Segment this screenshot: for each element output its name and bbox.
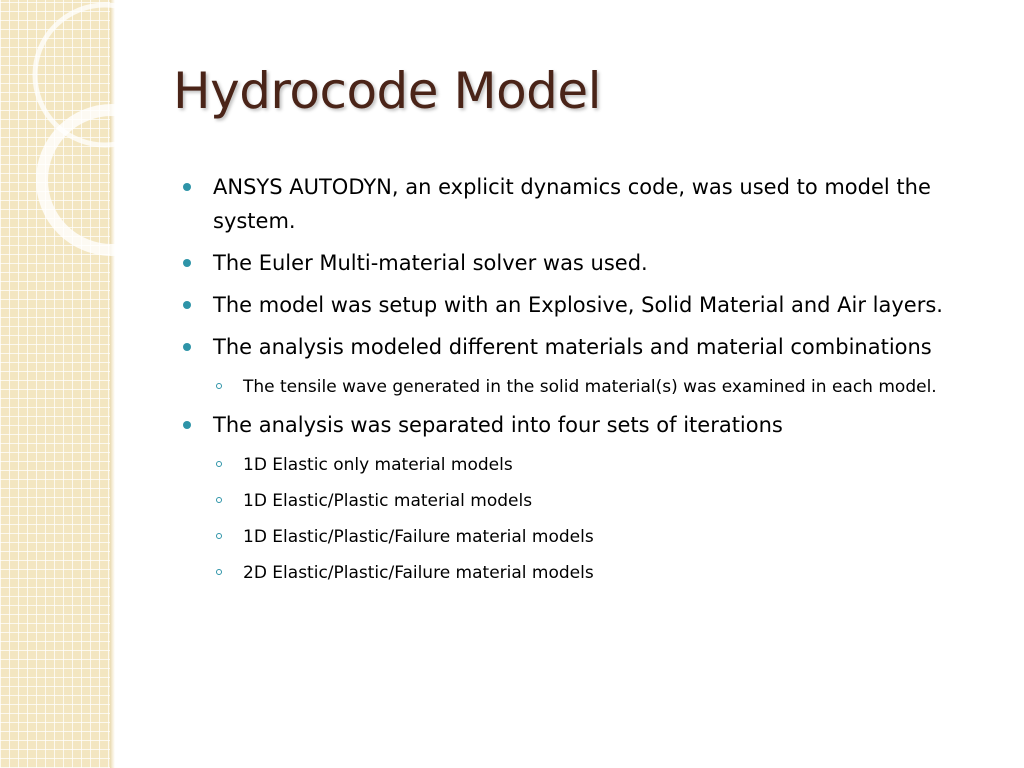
sub-bullet-text: 1D Elastic/Plastic material models [243, 491, 533, 511]
bullet-dot-icon [183, 259, 191, 267]
slide-title: Hydrocode Model [173, 62, 602, 120]
decorative-circles [0, 0, 130, 260]
bullet-text: ANSYS AUTODYN, an explicit dynamics code, was used to model the system. [213, 175, 931, 233]
bullet-item [183, 288, 993, 322]
sub-bullet-text: 1D Elastic only material models [243, 455, 513, 475]
sub-bullet-text: 1D Elastic/Plastic/Failure material models [243, 527, 594, 547]
bullet-item [183, 408, 993, 442]
slide-content [183, 170, 993, 594]
sub-bullet-ring-icon [216, 383, 222, 389]
bullet-item [183, 330, 993, 364]
sub-bullet-ring-icon [216, 461, 222, 467]
sub-bullet-text: The tensile wave generated in the solid material(s) was examined in each model. [243, 377, 937, 397]
bullet-dot-icon [183, 421, 191, 429]
sub-bullet-item [183, 522, 993, 552]
bullet-dot-icon [183, 343, 191, 351]
sub-bullet-ring-icon [216, 533, 222, 539]
bullet-text: The model was setup with an Explosive, Solid Material and Air layers. [213, 293, 943, 317]
bullet-item [183, 246, 993, 280]
sub-bullet-item [183, 450, 993, 480]
sub-bullet-item [183, 558, 993, 588]
sub-bullet-ring-icon [216, 497, 222, 503]
bullet-item [183, 170, 993, 238]
bullet-dot-icon [183, 301, 191, 309]
bullet-text: The Euler Multi-material solver was used. [213, 251, 648, 275]
sub-bullet-text: 2D Elastic/Plastic/Failure material models [243, 563, 594, 583]
bullet-text: The analysis modeled different materials and material combinations [213, 335, 932, 359]
bullet-text: The analysis was separated into four sets of iterations [213, 413, 783, 437]
sub-bullet-item [183, 372, 993, 402]
bullet-dot-icon [183, 183, 191, 191]
sub-bullet-item [183, 486, 993, 516]
sub-bullet-ring-icon [216, 569, 222, 575]
